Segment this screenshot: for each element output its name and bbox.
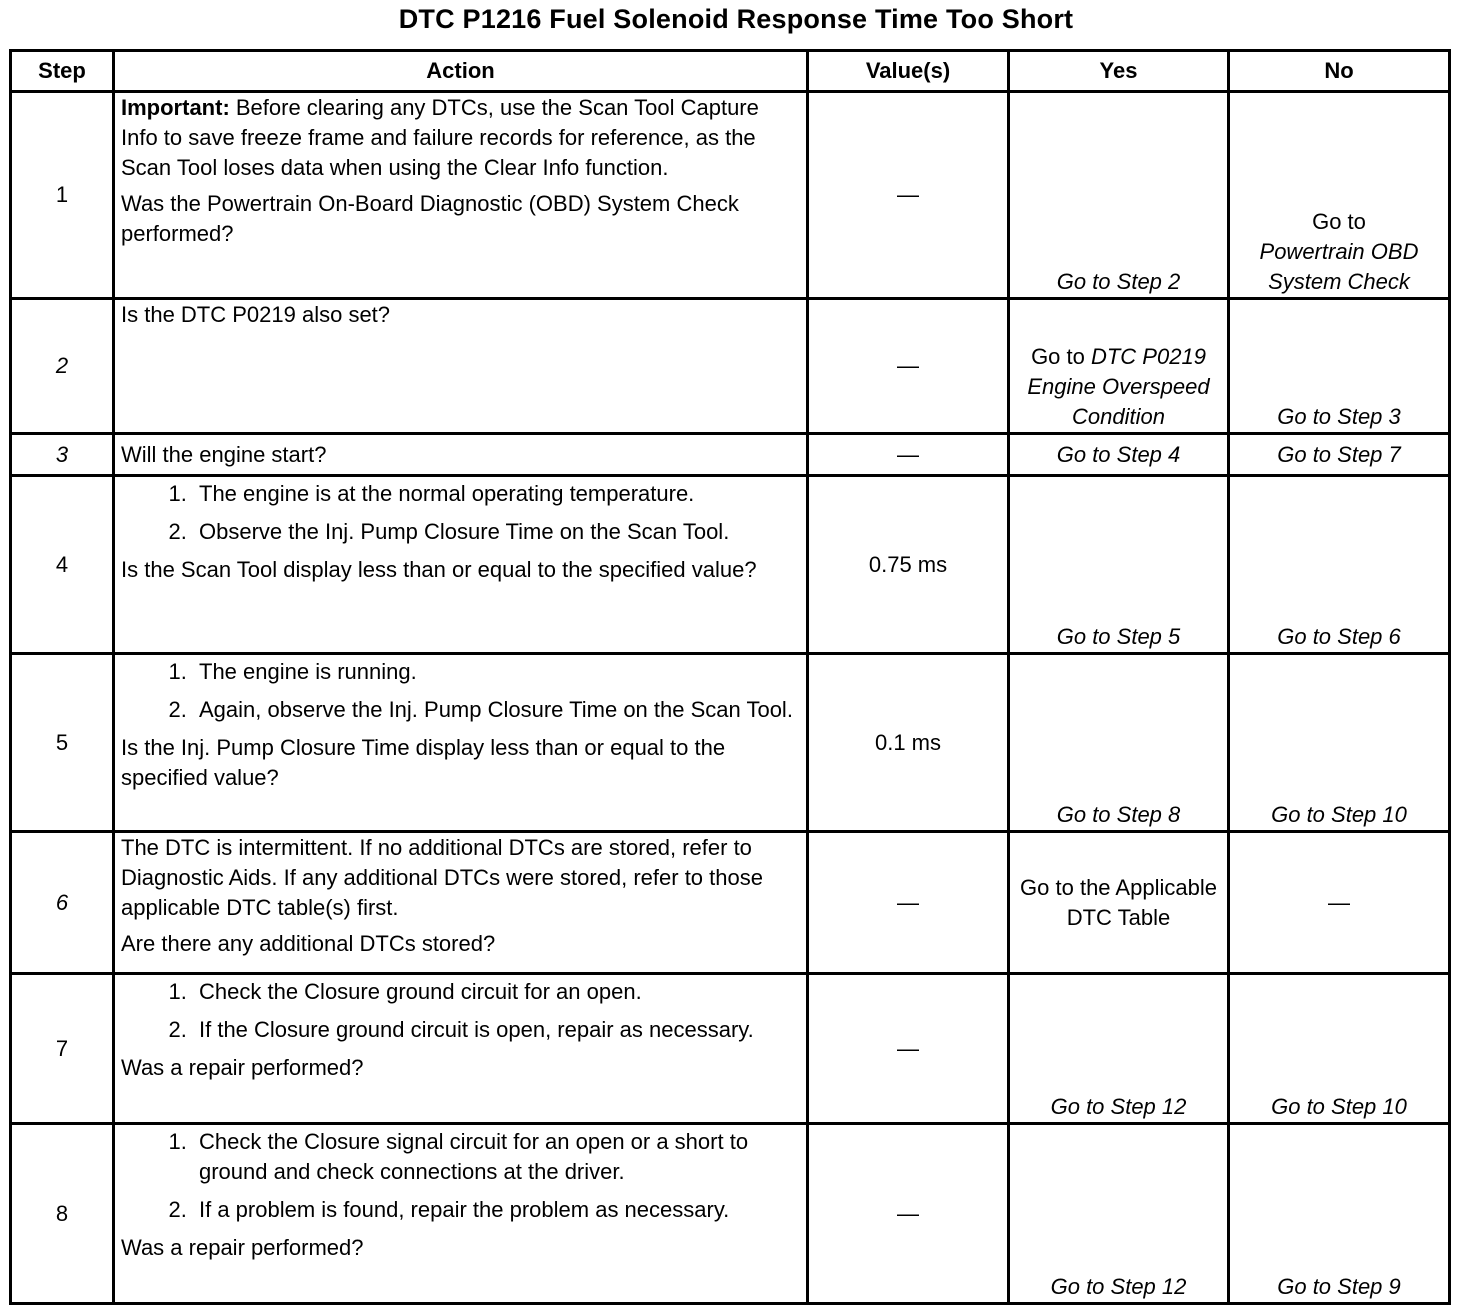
action-cell bbox=[114, 832, 808, 974]
diagnostic-table bbox=[9, 49, 1451, 1305]
step-number: 4 bbox=[11, 476, 114, 654]
table-row bbox=[11, 299, 1450, 434]
header-yes: Yes bbox=[1009, 51, 1229, 92]
value-cell: 0.1 ms bbox=[808, 654, 1009, 832]
table-row bbox=[11, 974, 1450, 1124]
action-step-item: 2. Observe the Inj. Pump Closure Time on the Scan Tool. bbox=[193, 517, 800, 547]
header-row bbox=[11, 51, 1450, 92]
table-row bbox=[11, 92, 1450, 299]
yes-link-prefix: Go to bbox=[1031, 344, 1091, 369]
page-title: DTC P1216 Fuel Solenoid Response Time Too Short bbox=[398, 4, 1074, 34]
yes-link-target: DTC P0219 Engine Overspeed Condition bbox=[1027, 344, 1210, 429]
action-cell bbox=[114, 92, 808, 299]
table-row bbox=[11, 1124, 1450, 1304]
no-link: — bbox=[1229, 832, 1450, 974]
no-link-prefix: Go to bbox=[1312, 209, 1366, 234]
step-number: 7 bbox=[11, 974, 114, 1124]
yes-link[interactable]: Go to Step 5 bbox=[1009, 476, 1229, 654]
value-cell: — bbox=[808, 92, 1009, 299]
action-step-item: 1. The engine is running. bbox=[193, 657, 800, 687]
action-step-item: 2. Again, observe the Inj. Pump Closure Time on the Scan Tool. bbox=[193, 695, 800, 725]
action-question: Is the Scan Tool display less than or equal to the specified value? bbox=[121, 557, 757, 582]
step-number: 2 bbox=[11, 299, 114, 434]
action-step-item: 2. If the Closure ground circuit is open, repair as necessary. bbox=[193, 1015, 800, 1045]
step-number: 6 bbox=[11, 832, 114, 974]
no-link[interactable]: Go to Step 3 bbox=[1229, 299, 1450, 434]
value-cell: — bbox=[808, 974, 1009, 1124]
important-text: Before clearing any DTCs, use the Scan Tool Capture Info to save freeze frame and failure records for reference, as the Scan Tool loses data when using the Clear Info function. bbox=[121, 95, 759, 180]
value-cell: — bbox=[808, 1124, 1009, 1304]
action-step-item: 1. Check the Closure signal circuit for an open or a short to ground and check connections at the driver. bbox=[193, 1127, 800, 1187]
action-cell bbox=[114, 434, 808, 476]
value-cell: 0.75 ms bbox=[808, 476, 1009, 654]
action-cell bbox=[114, 654, 808, 832]
header-action: Action bbox=[114, 51, 808, 92]
action-question: Will the engine start? bbox=[121, 441, 327, 467]
table-row bbox=[11, 654, 1450, 832]
no-link-target: Powertrain OBD System Check bbox=[1259, 239, 1419, 294]
header-no: No bbox=[1229, 51, 1450, 92]
action-steps bbox=[121, 977, 800, 1045]
table-row bbox=[11, 476, 1450, 654]
yes-link[interactable]: Go to Step 12 bbox=[1009, 974, 1229, 1124]
action-question: Was the Powertrain On-Board Diagnostic (OBD) System Check performed? bbox=[121, 191, 739, 246]
yes-link[interactable] bbox=[1009, 299, 1229, 434]
table-row bbox=[11, 434, 1450, 476]
important-note bbox=[121, 93, 800, 183]
action-step-item: 1. Check the Closure ground circuit for an open. bbox=[193, 977, 800, 1007]
no-link[interactable]: Go to Step 6 bbox=[1229, 476, 1450, 654]
action-question: Is the DTC P0219 also set? bbox=[121, 302, 391, 327]
no-link[interactable]: Go to Step 10 bbox=[1229, 974, 1450, 1124]
header-step: Step bbox=[11, 51, 114, 92]
yes-link[interactable]: Go to Step 2 bbox=[1009, 92, 1229, 299]
yes-link[interactable]: Go to Step 4 bbox=[1009, 434, 1229, 476]
action-question: Are there any additional DTCs stored? bbox=[121, 931, 496, 956]
yes-link[interactable]: Go to Step 12 bbox=[1009, 1124, 1229, 1304]
action-cell bbox=[114, 299, 808, 434]
no-link[interactable]: Go to Step 7 bbox=[1229, 434, 1450, 476]
action-cell bbox=[114, 1124, 808, 1304]
action-step-item: 2. If a problem is found, repair the problem as necessary. bbox=[193, 1195, 800, 1225]
value-cell: — bbox=[808, 832, 1009, 974]
header-values: Value(s) bbox=[808, 51, 1009, 92]
step-number: 8 bbox=[11, 1124, 114, 1304]
important-label: Important: bbox=[121, 95, 230, 120]
action-question: Was a repair performed? bbox=[121, 1055, 364, 1080]
no-link[interactable] bbox=[1229, 92, 1450, 299]
table-row bbox=[11, 832, 1450, 974]
action-question: Was a repair performed? bbox=[121, 1235, 364, 1260]
step-number: 3 bbox=[11, 434, 114, 476]
step-number: 5 bbox=[11, 654, 114, 832]
no-link[interactable]: Go to Step 10 bbox=[1229, 654, 1450, 832]
step-number: 1 bbox=[11, 92, 114, 299]
value-cell: — bbox=[808, 434, 1009, 476]
action-steps bbox=[121, 1127, 800, 1225]
action-step-item: 1. The engine is at the normal operating temperature. bbox=[193, 479, 800, 509]
yes-link[interactable]: Go to Step 8 bbox=[1009, 654, 1229, 832]
action-text: The DTC is intermittent. If no additional DTCs are stored, refer to Diagnostic Aids. If any additional DTCs were stored, refer to those applicable DTC table(s) first. bbox=[121, 835, 763, 920]
action-steps bbox=[121, 479, 800, 547]
action-cell bbox=[114, 974, 808, 1124]
action-steps bbox=[121, 657, 800, 725]
no-link[interactable]: Go to Step 9 bbox=[1229, 1124, 1450, 1304]
action-question: Is the Inj. Pump Closure Time display less than or equal to the specified value? bbox=[121, 735, 726, 790]
value-cell: — bbox=[808, 299, 1009, 434]
yes-link[interactable]: Go to the Applicable DTC Table bbox=[1009, 832, 1229, 974]
action-cell bbox=[114, 476, 808, 654]
